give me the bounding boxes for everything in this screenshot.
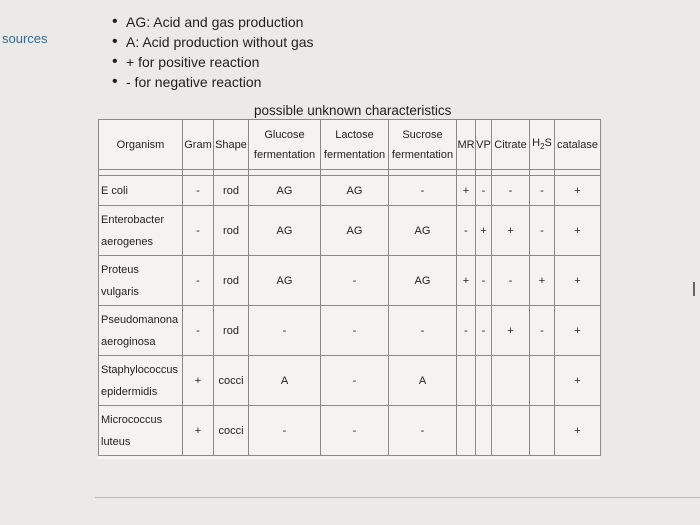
sucrose-cell: A [389,356,457,406]
h2s-cell: - [530,306,555,356]
vp-cell: - [476,176,492,206]
h2s-cell [530,356,555,406]
bottom-divider [95,497,700,498]
citrate-cell: + [492,206,530,256]
citrate-cell: - [492,256,530,306]
header-gram: Gram [183,120,214,170]
lactose-cell: - [321,406,389,456]
h2s-cell [530,406,555,456]
organism-name: Micrococcus [101,413,163,426]
vp-cell: + [476,206,492,256]
header-lactose-fermentation: fermentation [323,148,386,161]
header-glucose [249,120,321,170]
table-row [99,206,601,256]
mr-cell: - [457,306,476,356]
legend-text: - for negative reaction [126,74,262,90]
glucose-cell: A [249,356,321,406]
header-mr: MR [457,120,476,170]
sucrose-cell: - [389,176,457,206]
organism-species: aerogenes [101,235,153,248]
lactose-cell: - [321,356,389,406]
organism-cell [99,306,183,356]
table-body [99,176,601,456]
header-h2s-main: H [532,137,541,150]
legend-item [112,32,314,52]
shape-cell: cocci [214,406,249,456]
organism-species: vulgaris [101,285,139,298]
sidebar-sources-label[interactable]: sources [2,31,48,46]
bullet-icon: • [112,73,118,90]
header-shape: Shape [214,120,249,170]
legend-list [112,12,314,92]
organism-species: epidermidis [101,385,158,398]
organism-species: luteus [101,435,131,448]
header-glucose-label: Glucose [264,128,305,141]
organism-cell [99,256,183,306]
header-glucose-fermentation: fermentation [253,148,316,161]
shape-cell: rod [214,206,249,256]
sucrose-cell: - [389,306,457,356]
header-lactose-label: Lactose [335,128,374,141]
gram-cell: + [183,406,214,456]
mr-cell [457,356,476,406]
glucose-cell: AG [249,176,321,206]
lactose-cell: - [321,256,389,306]
vp-cell [476,406,492,456]
bullet-icon: • [112,33,118,50]
legend-text: A: Acid production without gas [126,34,314,50]
gram-cell: - [183,256,214,306]
citrate-cell: + [492,306,530,356]
gram-cell: - [183,306,214,356]
glucose-cell: - [249,306,321,356]
sucrose-cell: AG [389,256,457,306]
lactose-cell: - [321,306,389,356]
header-sucrose [389,120,457,170]
header-h2s-sub: 2 [540,142,545,152]
sucrose-cell: AG [389,206,457,256]
citrate-cell [492,356,530,406]
organism-cell [99,206,183,256]
legend-item [112,12,314,32]
header-organism: Organism [99,120,183,170]
shape-cell: rod [214,176,249,206]
h2s-cell: + [530,256,555,306]
organism-cell [99,176,183,206]
mr-cell: + [457,176,476,206]
catalase-cell: + [555,356,601,406]
header-catalase: catalase [555,120,601,170]
shape-cell: rod [214,306,249,356]
legend-text: + for positive reaction [126,54,260,70]
organism-name: Enterobacter [101,213,164,226]
header-h2s-end: S [544,137,552,150]
mr-cell: + [457,256,476,306]
gram-cell: - [183,206,214,256]
header-lactose [321,120,389,170]
citrate-cell: - [492,176,530,206]
organism-name: Proteus [101,263,139,276]
mr-cell: - [457,206,476,256]
organism-cell [99,356,183,406]
organism-name: Pseudomanona [101,313,179,326]
legend-item [112,72,314,92]
catalase-cell: + [555,306,601,356]
table-row [99,356,601,406]
sucrose-cell: - [389,406,457,456]
mr-cell [457,406,476,456]
table-header-row [99,120,601,170]
header-h2s [530,120,555,170]
glucose-cell: - [249,406,321,456]
header-sucrose-fermentation: fermentation [391,148,454,161]
vp-cell [476,356,492,406]
h2s-cell: - [530,206,555,256]
characteristics-table [98,119,601,456]
citrate-cell [492,406,530,456]
table-row [99,406,601,456]
header-vp: VP [476,120,492,170]
shape-cell: cocci [214,356,249,406]
catalase-cell: + [555,256,601,306]
glucose-cell: AG [249,256,321,306]
organism-name: Staphylococcus [101,363,179,376]
organism-name: E coli [101,184,128,197]
catalase-cell: + [555,176,601,206]
gram-cell: - [183,176,214,206]
table-row [99,256,601,306]
table-row [99,306,601,356]
organism-cell [99,406,183,456]
table-caption: possible unknown characteristics [254,103,452,118]
gram-cell: + [183,356,214,406]
glucose-cell: AG [249,206,321,256]
bullet-icon: • [112,53,118,70]
lactose-cell: AG [321,176,389,206]
catalase-cell: + [555,206,601,256]
catalase-cell: + [555,406,601,456]
h2s-cell: - [530,176,555,206]
shape-cell: rod [214,256,249,306]
lactose-cell: AG [321,206,389,256]
cursor-mark [693,282,695,296]
vp-cell: - [476,306,492,356]
bullet-icon: • [112,13,118,30]
header-sucrose-label: Sucrose [402,128,443,141]
table-row [99,176,601,206]
organism-species: aeroginosa [101,335,156,348]
vp-cell: - [476,256,492,306]
legend-item [112,52,314,72]
header-citrate: Citrate [492,120,530,170]
legend-text: AG: Acid and gas production [126,14,304,30]
